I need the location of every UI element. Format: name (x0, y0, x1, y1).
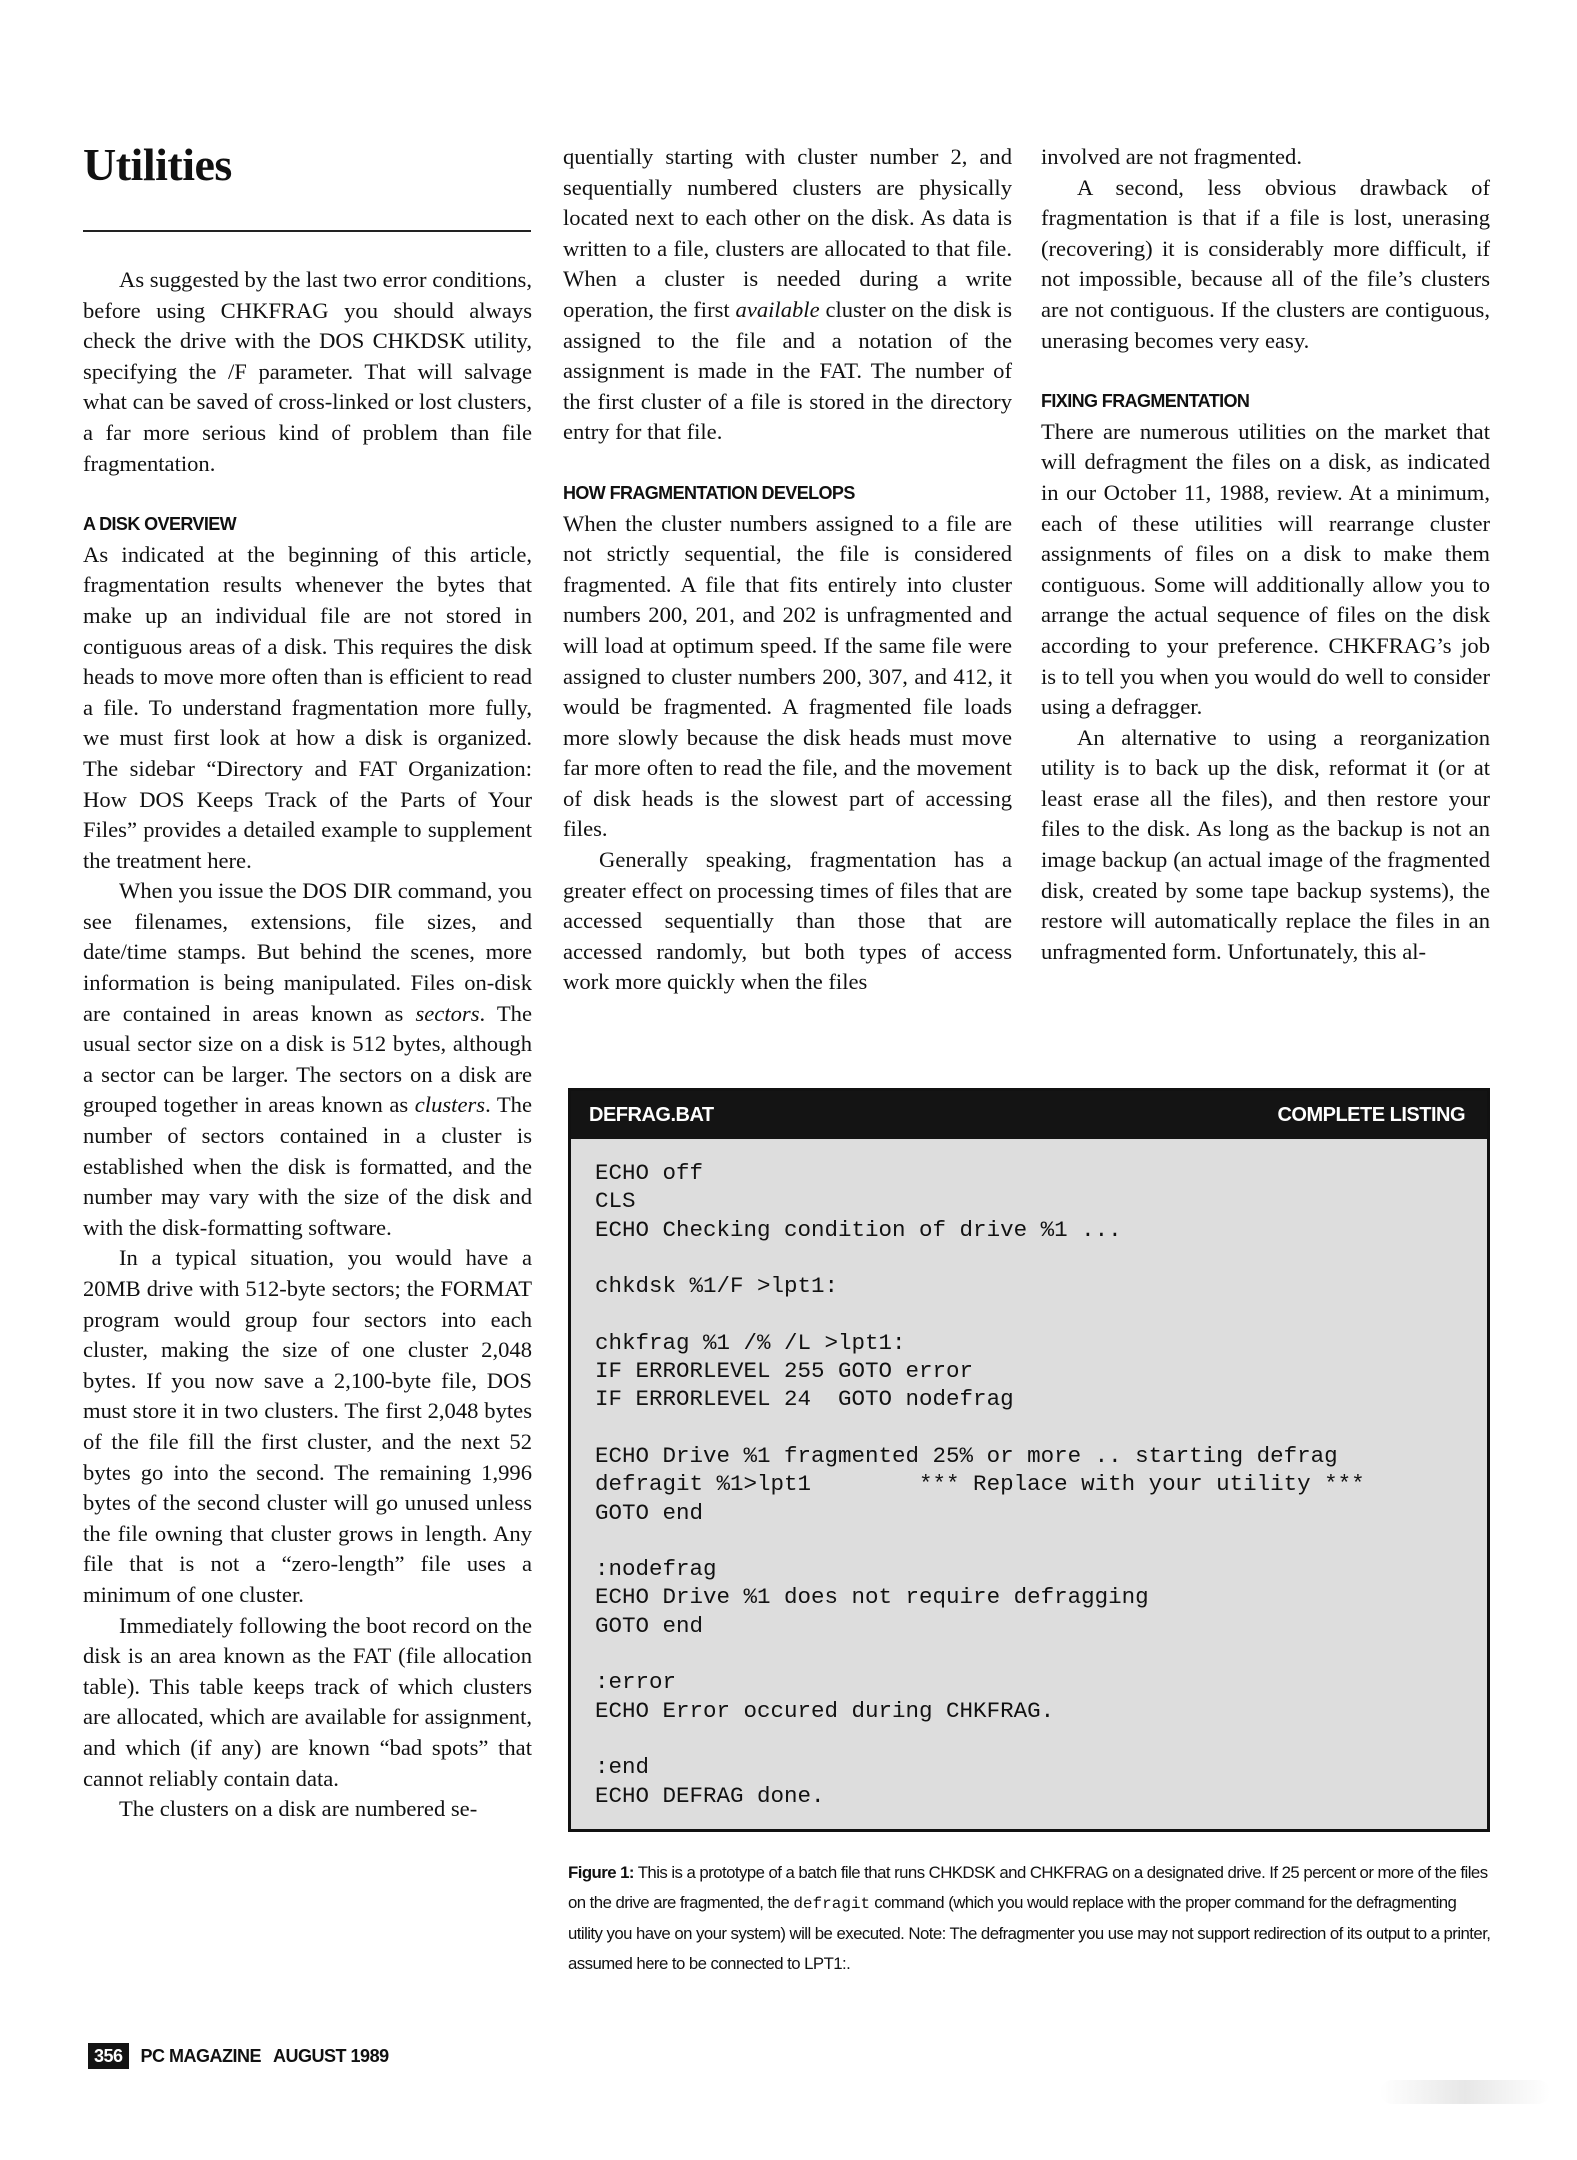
code-line: ECHO off (595, 1160, 704, 1186)
code-line (595, 1414, 1465, 1442)
code-line (595, 1640, 1465, 1668)
scan-smudge (1380, 2080, 1550, 2104)
paragraph: As suggested by the last two error conditions, before using CHKFRAG you should always check the drive with the DOS CHKDSK utility, specifying the /F parameter. That will salvage what can be saved of cross-linked or lost clusters, a far more serious kind of problem than file fragmentation. (83, 267, 532, 476)
paragraph: There are numerous utilities on the market that will defragment the files on a disk, as indicated in our October 11, 1988, review. At a minimum, each of these utilities will rearrange cluster assignments of files on a disk to make them contiguous. Some will additionally allow you to arrange the actual sequence of files on the disk according to your preference. CHKFRAG’s job is to tell you when you would do well to consider using a defragger. (1041, 418, 1490, 720)
page-title: Utilities (83, 139, 232, 190)
listing-label: COMPLETE LISTING (1277, 1103, 1465, 1126)
paragraph: involved are not fragmented. (1041, 144, 1302, 169)
listing-header (571, 1091, 1487, 1139)
code-line: defragit %1>lpt1 *** Replace with your utility *** (595, 1471, 1365, 1498)
issue-date: AUGUST 1989 (273, 2045, 389, 2066)
code-line: CLS (595, 1188, 636, 1215)
code-block (571, 1139, 1487, 1810)
code-line (595, 1725, 1465, 1753)
section-heading-fixing-fragmentation: FIXING FRAGMENTATION (1041, 391, 1250, 412)
page-number: 356 (88, 2043, 129, 2069)
code-line (595, 1527, 1465, 1555)
column-2 (563, 142, 1012, 998)
paragraph: An alternative to using a reorganization utility is to back up the disk, reformat it (or at least erase all the files), and then restore your files to the disk. As long as the backup is not an image backup (an actual image of the fragmented disk, created by some tape backup systems), the restore will automatically replace the files in an unfragmented form. Unfortunately, this al- (1041, 724, 1490, 964)
code-line: IF ERRORLEVEL 24 GOTO nodefrag (595, 1386, 1014, 1413)
code-line (595, 1244, 1465, 1272)
page-footer (88, 2041, 389, 2071)
paragraph: When you issue the DOS DIR command, you see filenames, extensions, file sizes, and date/time stamps. But behind the scenes, more information is being manipulated. Files on-disk are contained in areas known as sectors. The usual sector size on a disk is 512 bytes, although a sector can be larger. The sectors on a disk are grouped together in areas known as clusters. The number of sectors contained in a cluster is established when the disk is formatted, and the number may vary with the size of the disk and with the disk-formatting software. (83, 878, 532, 1240)
section-heading-disk-overview: A DISK OVERVIEW (83, 514, 237, 535)
code-line: ECHO Checking condition of drive %1 ... (595, 1216, 1122, 1243)
code-line: IF ERRORLEVEL 255 GOTO error (595, 1358, 974, 1385)
code-line: ECHO Drive %1 does not require defragging (595, 1584, 1149, 1611)
section-heading-fragmentation-develops: HOW FRAGMENTATION DEVELOPS (563, 482, 855, 503)
code-line: chkfrag %1 /% /L >lpt1: (595, 1329, 906, 1356)
figure-caption: Figure 1: This is a prototype of a batch file that runs CHKDSK and CHKFRAG on a designated drive. If 25 percent or more of the files on the drive are fragmented, the defragit command (which you would replace with the proper command for the defragmenting utility you have on your system) will be executed. Note: The defragmenter you use may not support redirection of its output to a printer, assumed here to be connected to LPT1:. (568, 1863, 1491, 1973)
paragraph: A second, less obvious drawback of fragmentation is that if a file is lost, unerasing (recovering) it is considerably more difficult, if not impossible, because all of the file’s clusters are not contiguous. If the clusters are contiguous, unerasing becomes very easy. (1041, 174, 1490, 353)
caption-code: defragit (793, 1894, 871, 1913)
paragraph: As indicated at the beginning of this article, fragmentation results whenever the bytes that make up an individual file are not stored in contiguous areas of a disk. This requires the disk heads to move more often than is efficient to read a file. To understand fragmentation more fully, we must first look at how a disk is organized. The sidebar “Directory and FAT Organization: How DOS Keeps Track of the Parts of Your Files” provides a detailed example to supplement the treatment here. (83, 541, 532, 873)
paragraph: In a typical situation, you would have a 20MB drive with 512-byte sectors; the FORMAT program would group four sectors into each cluster, making the size of one cluster 2,048 bytes. If you now save a 2,100-byte file, DOS must store it in two clusters. The first 2,048 bytes of the file fill the first cluster, and the next 52 bytes go into the second. The remaining 1,996 bytes of the second cluster will go unused unless the file owning that cluster grows in length. Any file that is not a “zero-length” file uses a minimum of one cluster. (83, 1245, 532, 1607)
caption-label: Figure 1: (568, 1863, 634, 1882)
code-line: chkdsk %1/F >lpt1: (595, 1273, 839, 1300)
paragraph: quentially starting with cluster number 2, and sequentially numbered clusters are physically located next to each other on the disk. As data is written to a file, clusters are allocated to that file. When a cluster is needed during a write operation, the first available cluster on the disk is assigned to the file and a notation of the assignment is made in the FAT. The number of the first cluster of a file is stored in the directory entry for that file. (563, 144, 1012, 445)
code-line: :error (595, 1669, 677, 1696)
code-line: ECHO DEFRAG done. (595, 1782, 825, 1809)
code-line: ECHO Drive %1 fragmented 25% or more .. starting defrag (595, 1442, 1338, 1469)
magazine-name: PC MAGAZINE (140, 2045, 262, 2066)
title-rule (83, 230, 531, 232)
column-3 (1041, 142, 1490, 967)
paragraph: Generally speaking, fragmentation has a greater effect on processing times of files that are accessed sequentially than those that are accessed randomly, but both types of access work more quickly when the files (563, 847, 1012, 995)
code-line: GOTO end (595, 1612, 704, 1639)
listing-filename: DEFRAG.BAT (589, 1103, 714, 1126)
code-line: ECHO Error occured during CHKFRAG. (595, 1697, 1055, 1724)
paragraph: When the cluster numbers assigned to a file are not strictly sequential, the file is considered fragmented. A file that fits entirely into cluster numbers 200, 201, and 202 is unfragmented and will load at optimum speed. If the same file were assigned to cluster numbers 200, 307, and 412, it would be fragmented. A fragmented file loads more slowly because the disk heads must move far more often to read the file, and the movement of disk heads is the slowest part of accessing files. (563, 510, 1012, 842)
column-1 (83, 265, 532, 1825)
code-listing-box (568, 1088, 1490, 1832)
code-line (595, 1300, 1465, 1328)
paragraph: Immediately following the boot record on the disk is an area known as the FAT (file allocation table). This table keeps track of which clusters are allocated, which are available for assignment, and which (if any) are known “bad spots” that cannot reliably contain data. (83, 1612, 532, 1791)
paragraph: The clusters on a disk are numbered se- (119, 1796, 478, 1822)
code-line: :nodefrag (595, 1556, 717, 1583)
code-line: :end (595, 1754, 650, 1781)
code-line: GOTO end (595, 1499, 704, 1526)
